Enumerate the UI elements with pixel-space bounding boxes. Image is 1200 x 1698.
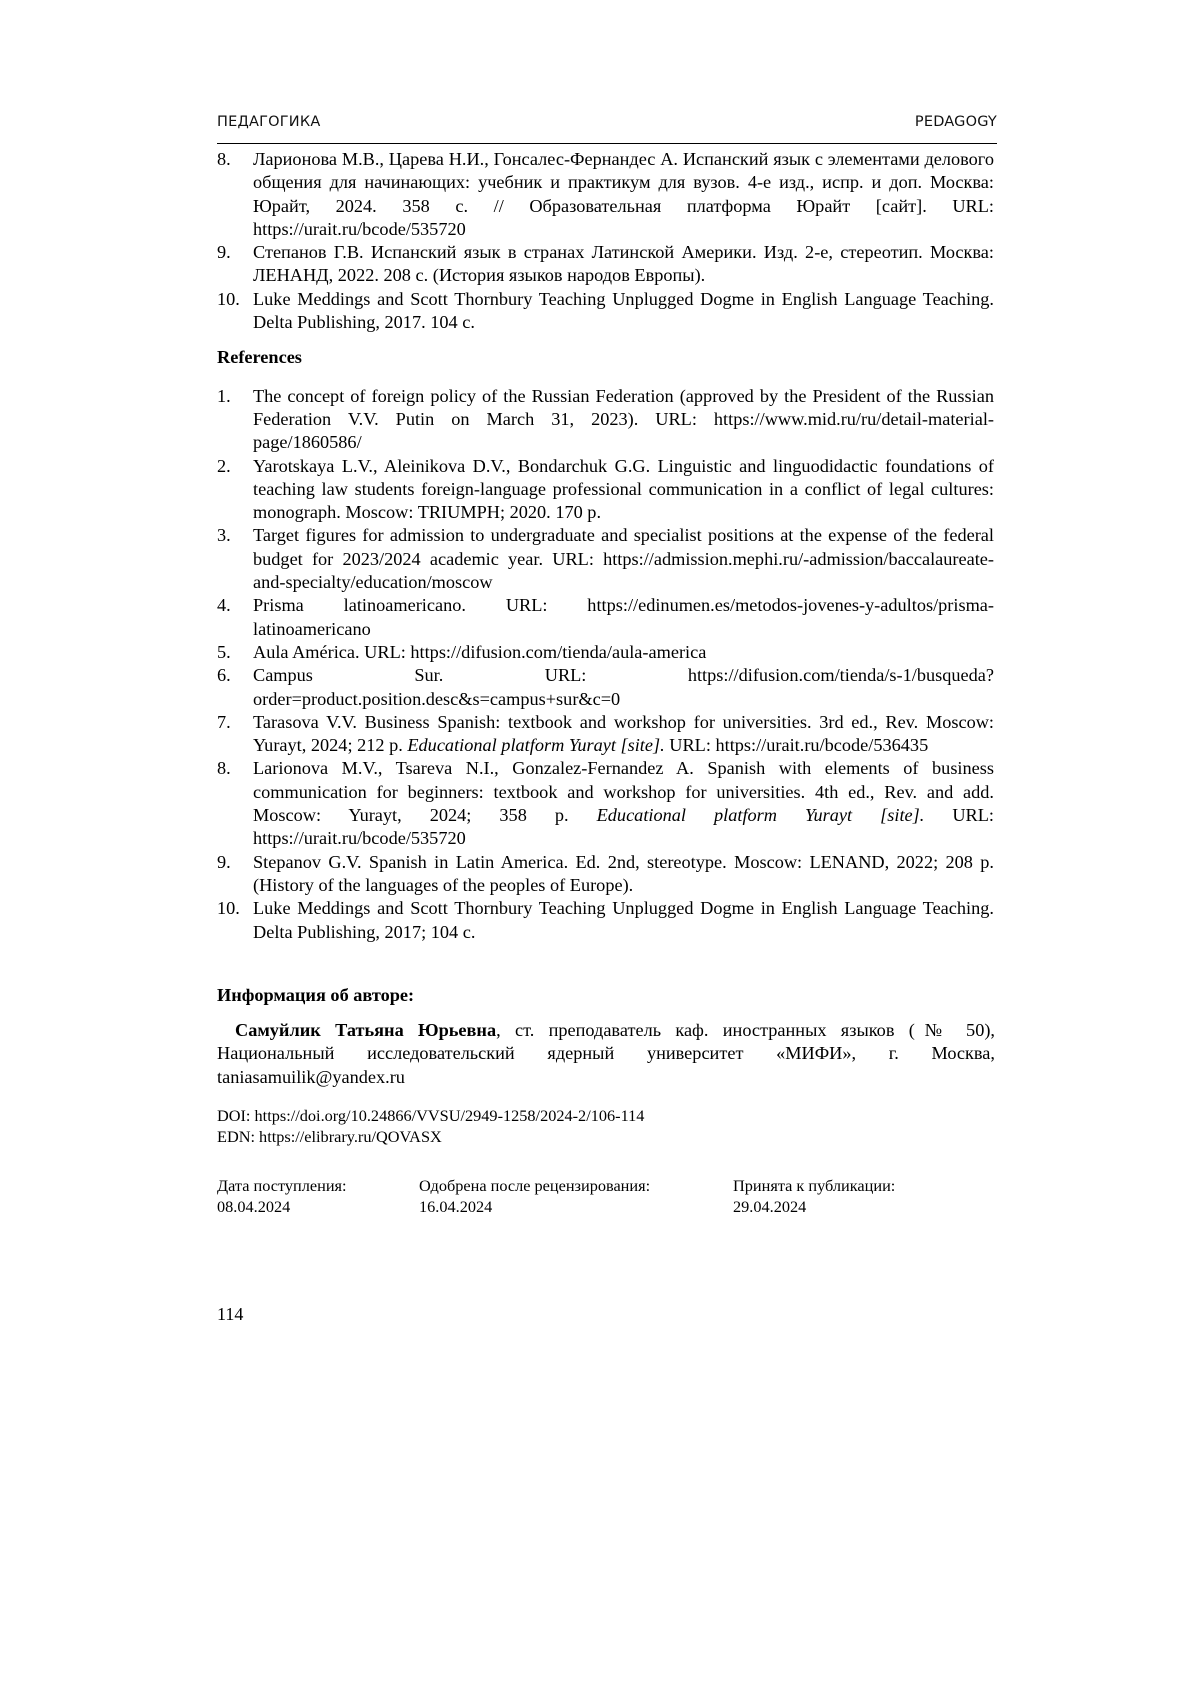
edn-line: EDN: https://elibrary.ru/QOVASX — [217, 1127, 644, 1148]
item-text: Luke Meddings and Scott Thornbury Teaching Unplugged Dogme in English Language Teaching. Delta Publishing, 2017; 104 с. — [253, 898, 994, 941]
author-info — [217, 1019, 995, 1089]
item-text: Ларионова М.В., Царева Н.И., Гонсалес-Фернандес А. Испанский язык с элементами делового общения для начинающих: учебник и практикум для вузов. 4-е изд., испр. и доп. Москва: Юрайт, 2024. 358 с. // Образовательная платформа Юрайт [сайт]. URL: https://urait.ru/bcode/535720 — [253, 149, 994, 239]
list-item — [217, 897, 994, 944]
item-text: Target figures for admission to undergraduate and specialist positions at the expense of the federal budget for 2023/2024 academic year. URL: https://admission.mephi.ru/-admission/baccalaureate-and-specialty/education/moscow — [253, 525, 994, 592]
list-item — [217, 711, 994, 758]
doi-line: DOI: https://doi.org/10.24866/VVSU/2949-1258/2024-2/106-114 — [217, 1106, 644, 1127]
item-text-url: URL: https://urait.ru/bcode/535720 — [253, 805, 994, 848]
accepted-date — [733, 1176, 895, 1217]
item-number: 3. — [217, 524, 231, 547]
item-text-main: Larionova M.V., Tsareva N.I., Gonzalez-Fernandez A. Spanish with elements of business communication for beginners: textbook and workshop for universities. 4th ed., Rev. and add. Moscow: Yurayt, 2024; 358 p. — [253, 758, 994, 825]
item-text-italic: Educational platform Yurayt [site]. — [407, 735, 664, 755]
references-heading: References — [217, 346, 994, 369]
running-head-left: ПЕДАГОГИКА — [217, 114, 320, 130]
item-number: 4. — [217, 594, 231, 617]
running-head — [217, 114, 997, 130]
item-number: 2. — [217, 455, 231, 478]
list-item — [217, 594, 994, 641]
item-text — [253, 712, 994, 755]
item-text: Yarotskaya L.V., Aleinikova D.V., Bondarchuk G.G. Linguistic and linguodidactic foundations of teaching law students foreign-language professional communication in a conflict of legal cultures: monograph. Moscow: TRIUMPH; 2020. 170 p. — [253, 456, 994, 523]
author-info-heading: Информация об авторе: — [217, 985, 414, 1006]
list-item — [217, 664, 994, 711]
received-date — [217, 1176, 347, 1217]
item-text: Степанов Г.В. Испанский язык в странах Латинской Америки. Изд. 2-е, стереотип. Москва: ЛЕНАНД, 2022. 208 с. (История языков народов Европы). — [253, 242, 994, 285]
author-details: , ст. преподаватель каф. иностранных языков (№ 50), Национальный исследовательский ядерный университет «МИФИ», г. Москва, taniasamuilik@yandex.ru — [217, 1020, 995, 1087]
item-number: 10. — [217, 897, 240, 920]
item-number: 8. — [217, 757, 231, 780]
item-text: Aula América. URL: https://difusion.com/tienda/aula-america — [253, 642, 706, 662]
item-text — [253, 758, 994, 848]
page-number: 114 — [217, 1304, 243, 1325]
item-number: 7. — [217, 711, 231, 734]
list-item — [217, 757, 994, 850]
journal-page — [0, 0, 1200, 1698]
approved-value: 16.04.2024 — [419, 1197, 650, 1218]
list-item — [217, 524, 994, 594]
item-number: 1. — [217, 385, 231, 408]
approved-date — [419, 1176, 650, 1217]
list-item — [217, 241, 994, 288]
list-item — [217, 641, 994, 664]
article-body — [217, 148, 994, 944]
item-number: 9. — [217, 851, 231, 874]
item-text-italic: Educational platform Yurayt [site]. — [597, 805, 925, 825]
running-head-right: PEDAGOGY — [915, 114, 997, 130]
received-value: 08.04.2024 — [217, 1197, 347, 1218]
item-number: 9. — [217, 241, 231, 264]
item-text: Stepanov G.V. Spanish in Latin America. Ed. 2nd, stereotype. Moscow: LENAND, 2022; 208 p. (History of the languages of the peoples of Europe). — [253, 852, 994, 895]
list-item — [217, 288, 994, 335]
approved-label: Одобрена после рецензирования: — [419, 1176, 650, 1197]
author-name: Самуйлик Татьяна Юрьевна — [235, 1020, 496, 1040]
list-item — [217, 851, 994, 898]
identifiers — [217, 1106, 644, 1147]
item-text: The concept of foreign policy of the Russian Federation (approved by the President of the Russian Federation V.V. Putin on March 31, 2023). URL: https://www.mid.ru/ru/detail-material-page/1860586/ — [253, 386, 994, 453]
list-item — [217, 148, 994, 241]
item-number: 8. — [217, 148, 231, 171]
item-number: 5. — [217, 641, 231, 664]
list-item — [217, 455, 994, 525]
accepted-label: Принята к публикации: — [733, 1176, 895, 1197]
item-number: 10. — [217, 288, 240, 311]
item-text: Luke Meddings and Scott Thornbury Teaching Unplugged Dogme in English Language Teaching. Delta Publishing, 2017. 104 с. — [253, 289, 994, 332]
header-rule — [217, 143, 997, 144]
item-text-main: Tarasova V.V. Business Spanish: textbook and workshop for universities. 3rd ed., Rev. Moscow: Yurayt, 2024; 212 p. — [253, 712, 994, 755]
item-text: Campus Sur. URL: https://difusion.com/tienda/s-1/busqueda?order=product.position.desc&s=campus+sur&c=0 — [253, 665, 994, 708]
item-text: Prisma latinoamericano. URL: https://edinumen.es/metodos-jovenes-y-adultos/prisma-latinoamericano — [253, 595, 994, 638]
references-list — [217, 385, 994, 944]
item-number: 6. — [217, 664, 231, 687]
literature-list — [217, 148, 994, 334]
item-text-url: URL: https://urait.ru/bcode/536435 — [665, 735, 929, 755]
list-item — [217, 385, 994, 455]
accepted-value: 29.04.2024 — [733, 1197, 895, 1218]
received-label: Дата поступления: — [217, 1176, 347, 1197]
